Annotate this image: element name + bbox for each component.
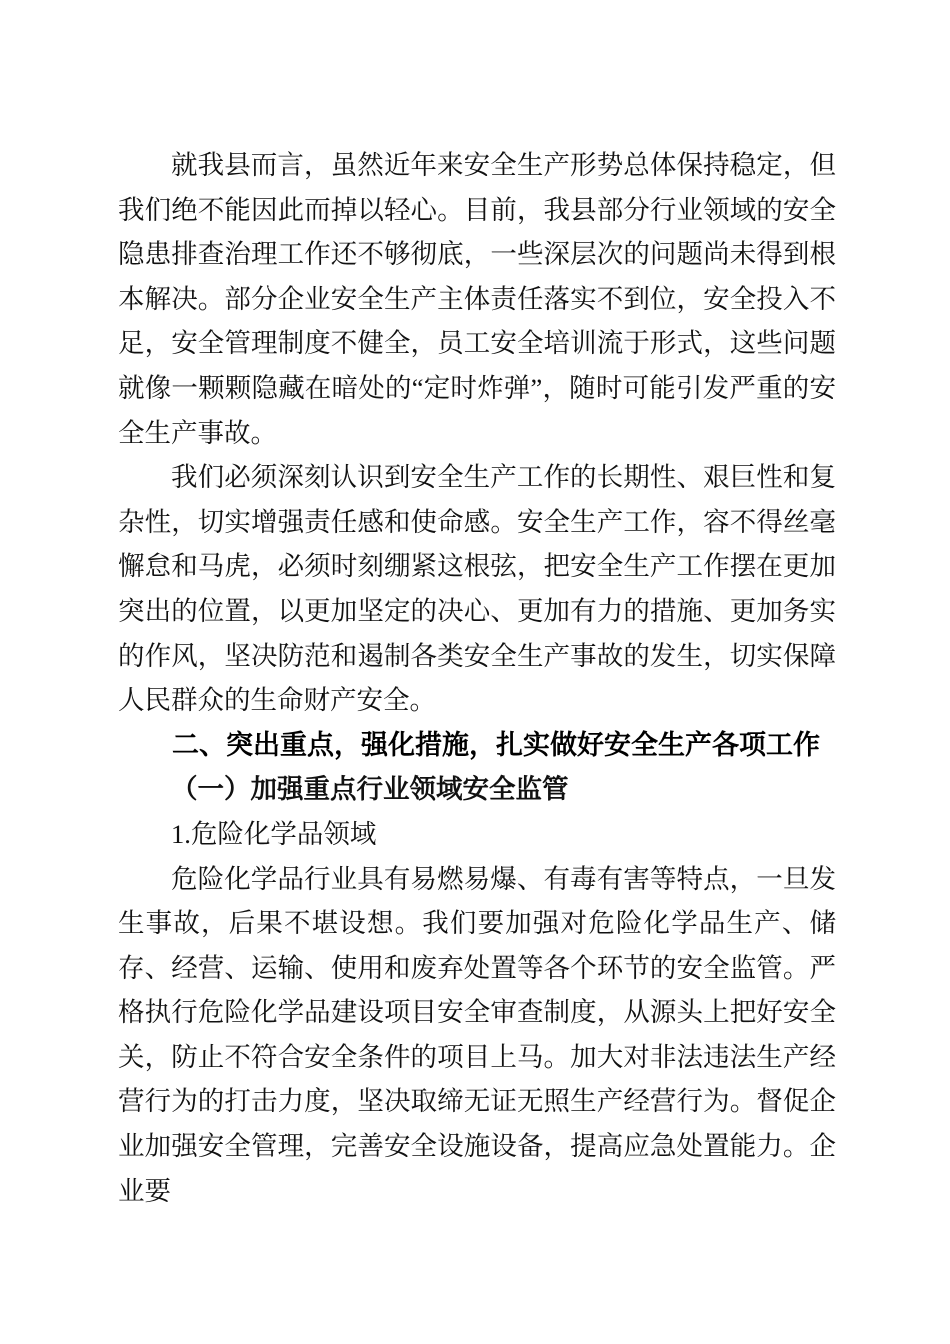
paragraph-deep-understanding: 我们必须深刻认识到安全生产工作的长期性、艰巨性和复杂性，切实增强责任感和使命感。安全生产工作，容不得丝毫懈怠和马虎，必须时刻绷紧这根弦，把安全生产工作摆在更加突出的位置，以更加坚定的决心、更加有力的措施、更加务实的作风，坚决防范和遏制各类安全生产事故的发生，切实保障人民群众的生命财产安全。 xyxy=(118,462,836,716)
item-heading-hazardous-chemicals: 1.危险化学品领域 xyxy=(171,818,377,849)
document-content xyxy=(118,143,836,1213)
subsection-heading-one: （一）加强重点行业领域安全监管 xyxy=(171,774,569,805)
paragraph-hazardous-chemicals-body: 危险化学品行业具有易燃易爆、有毒有害等特点，一旦发生事故，后果不堪设想。我们要加强对危险化学品生产、储存、经营、运输、使用和废弃处置等各个环节的安全监管。严格执行危险化学品建设项目安全审查制度，从源头上把好安全关，防止不符合安全条件的项目上马。加大对非法违法生产经营行为的打击力度，坚决取缔无证无照生产经营行为。督促企业加强安全管理，完善安全设施设备，提高应急处置能力。企业要 xyxy=(118,863,836,1206)
paragraph-county-situation: 就我县而言，虽然近年来安全生产形势总体保持稳定，但我们绝不能因此而掉以轻心。目前，我县部分行业领域的安全隐患排查治理工作还不够彻底，一些深层次的问题尚未得到根本解决。部分企业安全生产主体责任落实不到位，安全投入不足，安全管理制度不健全，员工安全培训流于形式，这些问题就像一颗颗隐藏在暗处的“定时炸弹”，随时可能引发严重的安全生产事故。 xyxy=(118,150,836,448)
section-heading-two: 二、突出重点，强化措施，扎实做好安全生产各项工作 xyxy=(172,729,820,760)
